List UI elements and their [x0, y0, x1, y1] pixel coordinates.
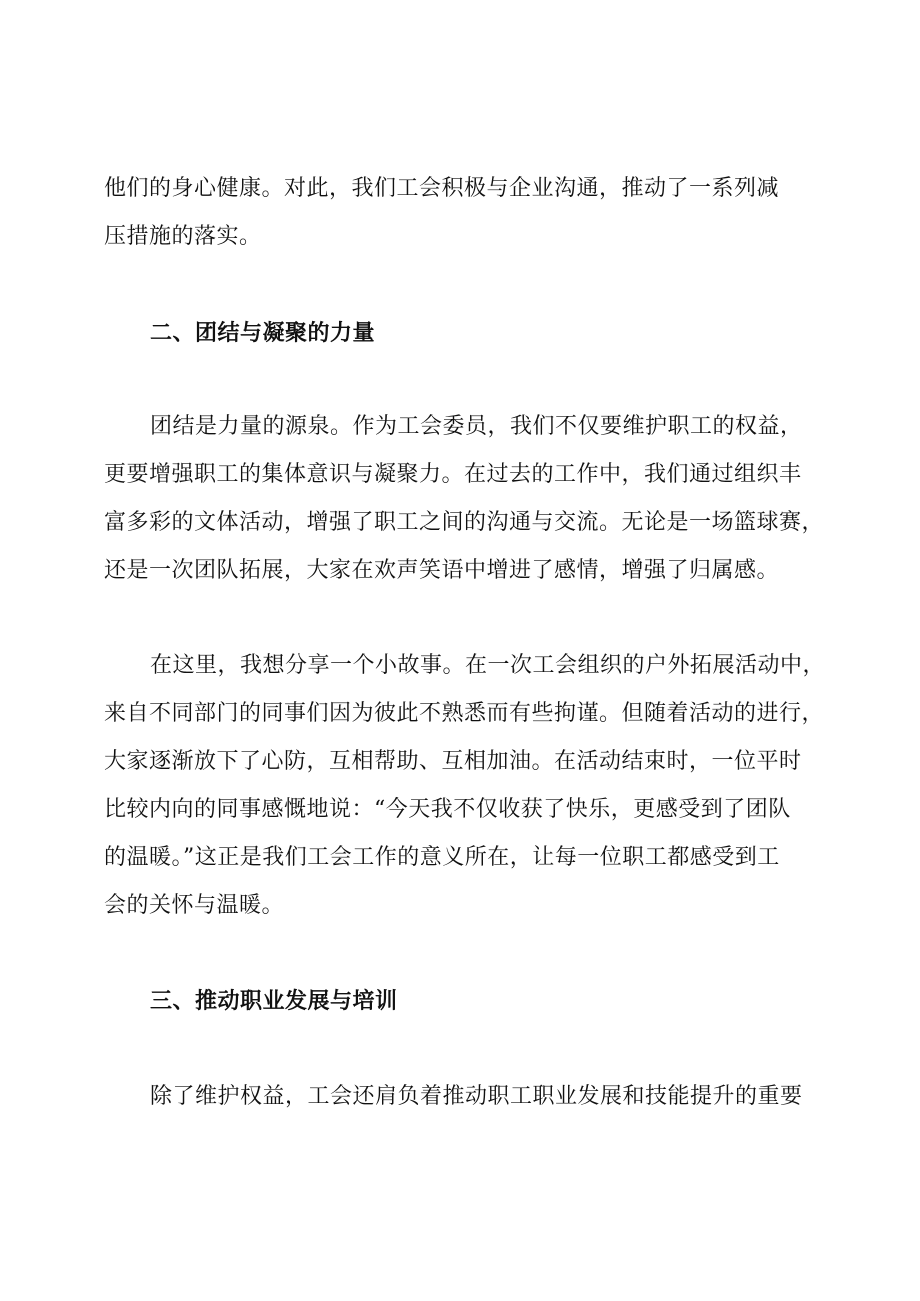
- paragraph-line: 比较内向的同事感慨地说：“今天我不仅收获了快乐，更感受到了团队: [104, 797, 791, 822]
- section-heading: 二、团结与凝聚的力量: [150, 320, 376, 346]
- paragraph-line: 还是一次团队拓展，大家在欢声笑语中增进了感情，增强了归属感。: [104, 558, 780, 583]
- paragraph-line: 更要增强职工的集体意识与凝聚力。在过去的工作中，我们通过组织丰: [104, 462, 802, 487]
- paragraph-line: 会的关怀与温暖。: [104, 893, 285, 918]
- paragraph-line: 除了维护权益，工会还肩负着推动职工职业发展和技能提升的重要: [150, 1084, 803, 1109]
- paragraph-line: 在这里，我想分享一个小故事。在一次工会组织的户外拓展活动中，: [150, 653, 826, 678]
- paragraph-line: 大家逐渐放下了心防，互相帮助、互相加油。在活动结束时，一位平时: [104, 749, 802, 774]
- paragraph-line: 团结是力量的源泉。作为工会委员，我们不仅要维护职工的权益，: [150, 414, 803, 439]
- paragraph-line: 他们的身心健康。对此，我们工会积极与企业沟通，推动了一系列减: [104, 176, 780, 201]
- section-heading: 三、推动职业发展与培训: [150, 988, 398, 1014]
- paragraph-line: 富多彩的文体活动，增强了职工之间的沟通与交流。无论是一场篮球赛，: [104, 510, 825, 535]
- paragraph-line: 来自不同部门的同事们因为彼此不熟悉而有些拘谨。但随着活动的进行，: [104, 701, 825, 726]
- paragraph-line: 的温暖。”这正是我们工会工作的意义所在，让每一位职工都感受到工: [104, 845, 780, 870]
- paragraph-line: 压措施的落实。: [104, 224, 262, 249]
